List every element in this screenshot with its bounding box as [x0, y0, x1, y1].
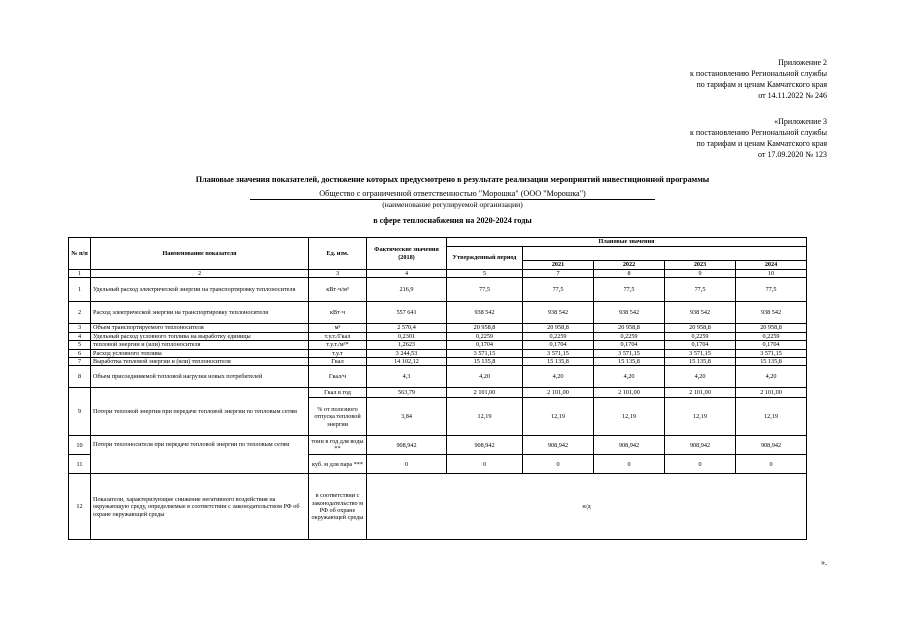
row-value: 12,19: [594, 398, 665, 436]
row-value: 0,1704: [523, 341, 594, 349]
row-value: 3 571,15: [594, 349, 665, 357]
row-unit: т.у.т: [309, 349, 367, 357]
row-unit: куб. м для пара ***: [309, 455, 367, 474]
row-value: 15 135,8: [447, 358, 523, 366]
row-value: 0,1704: [736, 341, 807, 349]
appendix-2-block: [690, 57, 827, 101]
row-value: 563,79: [367, 388, 447, 398]
row-value: 0,2259: [594, 332, 665, 340]
table-row: [69, 332, 807, 340]
table-row: [69, 278, 807, 302]
organization-caption: (наименование регулируемой организации): [382, 200, 523, 209]
row-value: 12,19: [736, 398, 807, 436]
colnum: 3: [309, 270, 367, 278]
row-value: 77,5: [736, 278, 807, 302]
row-value: 20 958,8: [736, 324, 807, 332]
row-unit: м³: [309, 324, 367, 332]
row-value: 77,5: [447, 278, 523, 302]
colnum: 2: [91, 270, 309, 278]
row-number: 11: [69, 455, 91, 474]
row-unit: в соответствии с законодательство м РФ об охране окружающей среды: [309, 474, 367, 540]
appendix-2-line2: к постановлению Региональной службы: [690, 69, 827, 78]
row-value: 3 244,53: [367, 349, 447, 357]
colnum: 8: [594, 270, 665, 278]
row-value: 938 542: [523, 302, 594, 324]
row-number: 9: [69, 388, 91, 436]
row-unit: т.у.т./Гкал: [309, 332, 367, 340]
row-value: 77,5: [665, 278, 736, 302]
row-value: 12,19: [447, 398, 523, 436]
row-value: 2 101,00: [523, 388, 594, 398]
row-value-merged: н/д: [367, 474, 807, 540]
row-value: 4,20: [665, 366, 736, 388]
row-number: 7: [69, 358, 91, 366]
row-name: Выработка тепловой энергии и (или) теплоносителя: [91, 358, 309, 366]
row-value: 2 101,00: [736, 388, 807, 398]
appendix-3-line1: «Приложение 3: [774, 117, 827, 126]
row-value: 12,19: [665, 398, 736, 436]
row-number: 10: [69, 436, 91, 455]
table-row: [69, 341, 807, 349]
row-value: 908,942: [447, 436, 523, 455]
header-approved-period: Утвержденный период: [447, 247, 523, 270]
row-number: 2: [69, 302, 91, 324]
row-value: 938 542: [594, 302, 665, 324]
row-value: 0,2259: [736, 332, 807, 340]
row-unit: Гкал: [309, 358, 367, 366]
header-num: № п/п: [69, 238, 91, 270]
header-year-2021: 2021: [523, 261, 594, 270]
row-name: Потери теплоносителя при передаче тепловой энергии по тепловым сетям: [91, 436, 309, 474]
row-unit: кВт·ч/м³: [309, 278, 367, 302]
table-row: [69, 324, 807, 332]
row-name: тепловой энергии и (или) теплоносителя: [91, 341, 309, 349]
row-name: Расход условного топлива: [91, 349, 309, 357]
row-value: 938 542: [736, 302, 807, 324]
table-row: [69, 366, 807, 388]
row-value: 0: [367, 455, 447, 474]
row-value: 908,942: [367, 436, 447, 455]
row-name: Удельный расход условного топлива на выработку единицы: [91, 332, 309, 340]
appendix-2-line4: от 14.11.2022 № 246: [758, 91, 827, 100]
row-value: 0: [447, 455, 523, 474]
row-unit: т.у.т./м³*: [309, 341, 367, 349]
document-title: Плановые значения показателей, достижение которых предусмотрено в результате реализации мероприятий инвестиционной программы: [195, 175, 710, 184]
row-value: 20 958,8: [447, 324, 523, 332]
colnum: 1: [69, 270, 91, 278]
colnum: 9: [665, 270, 736, 278]
header-unit: Ед. изм.: [309, 238, 367, 270]
row-name: Показатели, характеризующие снижение негативного воздействия на окружающую среду, определяемые в соответствии с законодательством РФ об охране окружающей среды: [91, 474, 309, 540]
row-value: 0,1704: [447, 341, 523, 349]
row-number: 5: [69, 341, 91, 349]
row-value: 4,20: [736, 366, 807, 388]
row-value: 15 135,8: [736, 358, 807, 366]
table-row: [69, 474, 807, 540]
row-unit: % от полезного отпуска тепловой энергии: [309, 398, 367, 436]
header-actual: Фактические значения (2018): [367, 238, 447, 270]
row-unit: тонн в год для воды **: [309, 436, 367, 455]
sphere-subtitle: в сфере теплоснабжения на 2020-2024 годы: [373, 216, 532, 225]
row-unit: Гкал/ч: [309, 366, 367, 388]
row-value: 15 135,8: [523, 358, 594, 366]
row-value: 77,5: [523, 278, 594, 302]
table-row: [69, 388, 807, 398]
row-value: 938 542: [447, 302, 523, 324]
row-name: Удельный расход электрической энергии на транспортировку теплоносителя: [91, 278, 309, 302]
row-value: 3,84: [367, 398, 447, 436]
appendix-3-line4: от 17.09.2020 № 123: [757, 150, 827, 159]
row-value: 15 135,8: [594, 358, 665, 366]
header-year-2023: 2023: [665, 261, 736, 270]
row-value: 15 135,8: [665, 358, 736, 366]
table-row: [69, 302, 807, 324]
row-value: 2 101,00: [594, 388, 665, 398]
row-value: 0: [736, 455, 807, 474]
row-name: Потери тепловой энергии при передаче тепловой энергии по тепловым сетям: [91, 388, 309, 436]
row-number: 6: [69, 349, 91, 357]
row-value: 0,2259: [523, 332, 594, 340]
row-value: 14 102,12: [367, 358, 447, 366]
table-row: [69, 436, 807, 455]
row-value: 3 571,15: [665, 349, 736, 357]
row-name: Объем транспортируемого теплоносителя: [91, 324, 309, 332]
appendix-3-line3: по тарифам и ценам Камчатского края: [696, 139, 827, 148]
row-value: 0: [523, 455, 594, 474]
row-value: 4,20: [447, 366, 523, 388]
appendix-2-line3: по тарифам и ценам Камчатского края: [696, 80, 827, 89]
row-value: 557 641: [367, 302, 447, 324]
row-value: 2 101,00: [665, 388, 736, 398]
row-value: 908,942: [665, 436, 736, 455]
row-value: 20 958,8: [594, 324, 665, 332]
indicators-table: [68, 237, 807, 540]
row-unit: Гкал в год: [309, 388, 367, 398]
colnum: 7: [523, 270, 594, 278]
colnum: 4: [367, 270, 447, 278]
row-value: 3 571,15: [736, 349, 807, 357]
row-value: 3 571,15: [447, 349, 523, 357]
appendix-3-block: [690, 116, 827, 160]
row-value: 908,942: [594, 436, 665, 455]
row-number: 4: [69, 332, 91, 340]
row-value: 4,3: [367, 366, 447, 388]
organization-name: Общество с ограниченной ответственностью "Морошка" (ООО "Морошка"): [250, 188, 655, 200]
row-value: 0,1704: [665, 341, 736, 349]
row-number: 3: [69, 324, 91, 332]
row-value: 0: [594, 455, 665, 474]
row-value: 0,2259: [447, 332, 523, 340]
row-value: 12,19: [523, 398, 594, 436]
row-value: 4,20: [594, 366, 665, 388]
table-row: [69, 349, 807, 357]
appendix-2-line1: Приложение 2: [778, 58, 827, 67]
row-value: 938 542: [665, 302, 736, 324]
row-value: 1,2623: [367, 341, 447, 349]
header-name: Наименование показателя: [91, 238, 309, 270]
row-value: 2 570,4: [367, 324, 447, 332]
row-value: 20 958,8: [665, 324, 736, 332]
header-year-2024: 2024: [736, 261, 807, 270]
row-value: 0,2301: [367, 332, 447, 340]
row-value: 77,5: [594, 278, 665, 302]
row-number: 1: [69, 278, 91, 302]
header-planned: Плановые значения: [447, 238, 807, 247]
row-number: 8: [69, 366, 91, 388]
appendix-3-line2: к постановлению Региональной службы: [690, 128, 827, 137]
row-value: 908,942: [736, 436, 807, 455]
row-value: 908,942: [523, 436, 594, 455]
header-years-spacer: [523, 247, 807, 261]
row-value: 20 958,8: [523, 324, 594, 332]
row-unit: кВт·ч: [309, 302, 367, 324]
row-value: 0,2259: [665, 332, 736, 340]
row-value: 216,9: [367, 278, 447, 302]
header-year-2022: 2022: [594, 261, 665, 270]
column-numbers-row: [69, 270, 807, 278]
row-number: 12: [69, 474, 91, 540]
row-name: Объем присоединяемой тепловой нагрузки новых потребителей: [91, 366, 309, 388]
row-value: 4,20: [523, 366, 594, 388]
row-value: 3 571,15: [523, 349, 594, 357]
row-name: Расход электрической энергии на транспортировку теплоносителя: [91, 302, 309, 324]
row-value: 0: [665, 455, 736, 474]
closing-quote: ».: [821, 558, 827, 567]
colnum: 5: [447, 270, 523, 278]
row-value: 0,1704: [594, 341, 665, 349]
row-value: 2 101,00: [447, 388, 523, 398]
colnum: 10: [736, 270, 807, 278]
table-row: [69, 358, 807, 366]
